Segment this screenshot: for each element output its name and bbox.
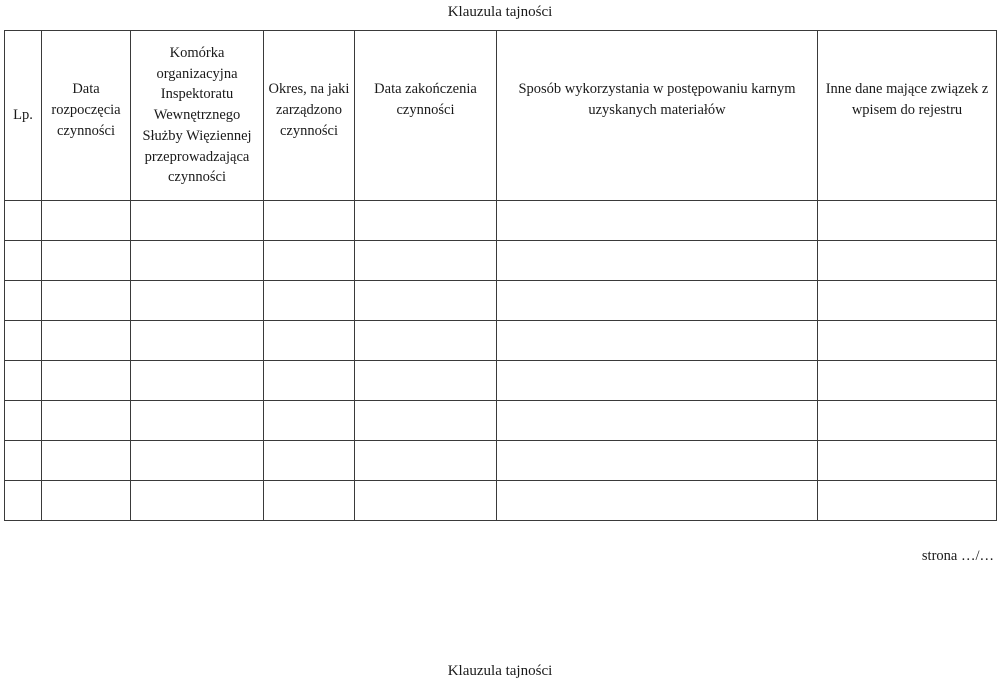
cell-period[interactable] <box>264 401 355 441</box>
table-row <box>5 201 997 241</box>
cell-start-date[interactable] <box>42 401 131 441</box>
cell-organizational-unit[interactable] <box>131 441 264 481</box>
cell-start-date[interactable] <box>42 481 131 521</box>
table-row <box>5 321 997 361</box>
cell-usage-in-proceedings[interactable] <box>497 241 818 281</box>
cell-organizational-unit[interactable] <box>131 281 264 321</box>
cell-usage-in-proceedings[interactable] <box>497 441 818 481</box>
cell-start-date[interactable] <box>42 441 131 481</box>
column-header-usage-in-proceedings: Sposób wykorzystania w postępowaniu karnym uzyskanych materiałów <box>497 31 818 201</box>
register-table <box>4 30 997 521</box>
cell-end-date[interactable] <box>355 481 497 521</box>
cell-end-date[interactable] <box>355 441 497 481</box>
cell-end-date[interactable] <box>355 241 497 281</box>
cell-lp[interactable] <box>5 321 42 361</box>
table-header-row <box>5 31 997 201</box>
cell-usage-in-proceedings[interactable] <box>497 201 818 241</box>
cell-period[interactable] <box>264 281 355 321</box>
cell-lp[interactable] <box>5 201 42 241</box>
cell-period[interactable] <box>264 241 355 281</box>
cell-usage-in-proceedings[interactable] <box>497 281 818 321</box>
cell-lp[interactable] <box>5 241 42 281</box>
cell-lp[interactable] <box>5 401 42 441</box>
cell-period[interactable] <box>264 361 355 401</box>
cell-period[interactable] <box>264 481 355 521</box>
cell-period[interactable] <box>264 201 355 241</box>
table-row <box>5 441 997 481</box>
column-header-other-data: Inne dane mające związek z wpisem do rejestru <box>818 31 997 201</box>
cell-organizational-unit[interactable] <box>131 321 264 361</box>
cell-start-date[interactable] <box>42 241 131 281</box>
cell-organizational-unit[interactable] <box>131 401 264 441</box>
classification-header: Klauzula tajności <box>447 4 553 20</box>
cell-start-date[interactable] <box>42 281 131 321</box>
cell-usage-in-proceedings[interactable] <box>497 361 818 401</box>
cell-period[interactable] <box>264 321 355 361</box>
column-header-organizational-unit: Komórka organizacyjna Inspektoratu Wewnętrznego Służby Więziennej przeprowadzająca czynności <box>131 31 264 201</box>
table-row <box>5 241 997 281</box>
cell-lp[interactable] <box>5 361 42 401</box>
cell-other-data[interactable] <box>818 481 997 521</box>
cell-organizational-unit[interactable] <box>131 481 264 521</box>
cell-other-data[interactable] <box>818 361 997 401</box>
column-header-end-date: Data zakończenia czynności <box>355 31 497 201</box>
cell-end-date[interactable] <box>355 361 497 401</box>
cell-other-data[interactable] <box>818 241 997 281</box>
cell-other-data[interactable] <box>818 441 997 481</box>
cell-period[interactable] <box>264 441 355 481</box>
cell-start-date[interactable] <box>42 361 131 401</box>
table-row <box>5 481 997 521</box>
cell-usage-in-proceedings[interactable] <box>497 321 818 361</box>
page-number: strona …/… <box>921 548 994 564</box>
cell-end-date[interactable] <box>355 401 497 441</box>
table-row <box>5 401 997 441</box>
cell-start-date[interactable] <box>42 321 131 361</box>
cell-end-date[interactable] <box>355 281 497 321</box>
cell-end-date[interactable] <box>355 321 497 361</box>
column-header-period: Okres, na jaki zarządzono czynności <box>264 31 355 201</box>
cell-start-date[interactable] <box>42 201 131 241</box>
column-header-start-date: Data rozpoczęcia czynności <box>42 31 131 201</box>
cell-organizational-unit[interactable] <box>131 241 264 281</box>
table-row <box>5 281 997 321</box>
cell-lp[interactable] <box>5 281 42 321</box>
cell-end-date[interactable] <box>355 201 497 241</box>
cell-organizational-unit[interactable] <box>131 361 264 401</box>
cell-other-data[interactable] <box>818 401 997 441</box>
table-row <box>5 361 997 401</box>
cell-usage-in-proceedings[interactable] <box>497 481 818 521</box>
cell-usage-in-proceedings[interactable] <box>497 401 818 441</box>
cell-lp[interactable] <box>5 481 42 521</box>
cell-organizational-unit[interactable] <box>131 201 264 241</box>
classification-footer: Klauzula tajności <box>447 663 553 679</box>
column-header-lp: Lp. <box>5 31 42 201</box>
cell-other-data[interactable] <box>818 201 997 241</box>
cell-other-data[interactable] <box>818 281 997 321</box>
cell-lp[interactable] <box>5 441 42 481</box>
cell-other-data[interactable] <box>818 321 997 361</box>
